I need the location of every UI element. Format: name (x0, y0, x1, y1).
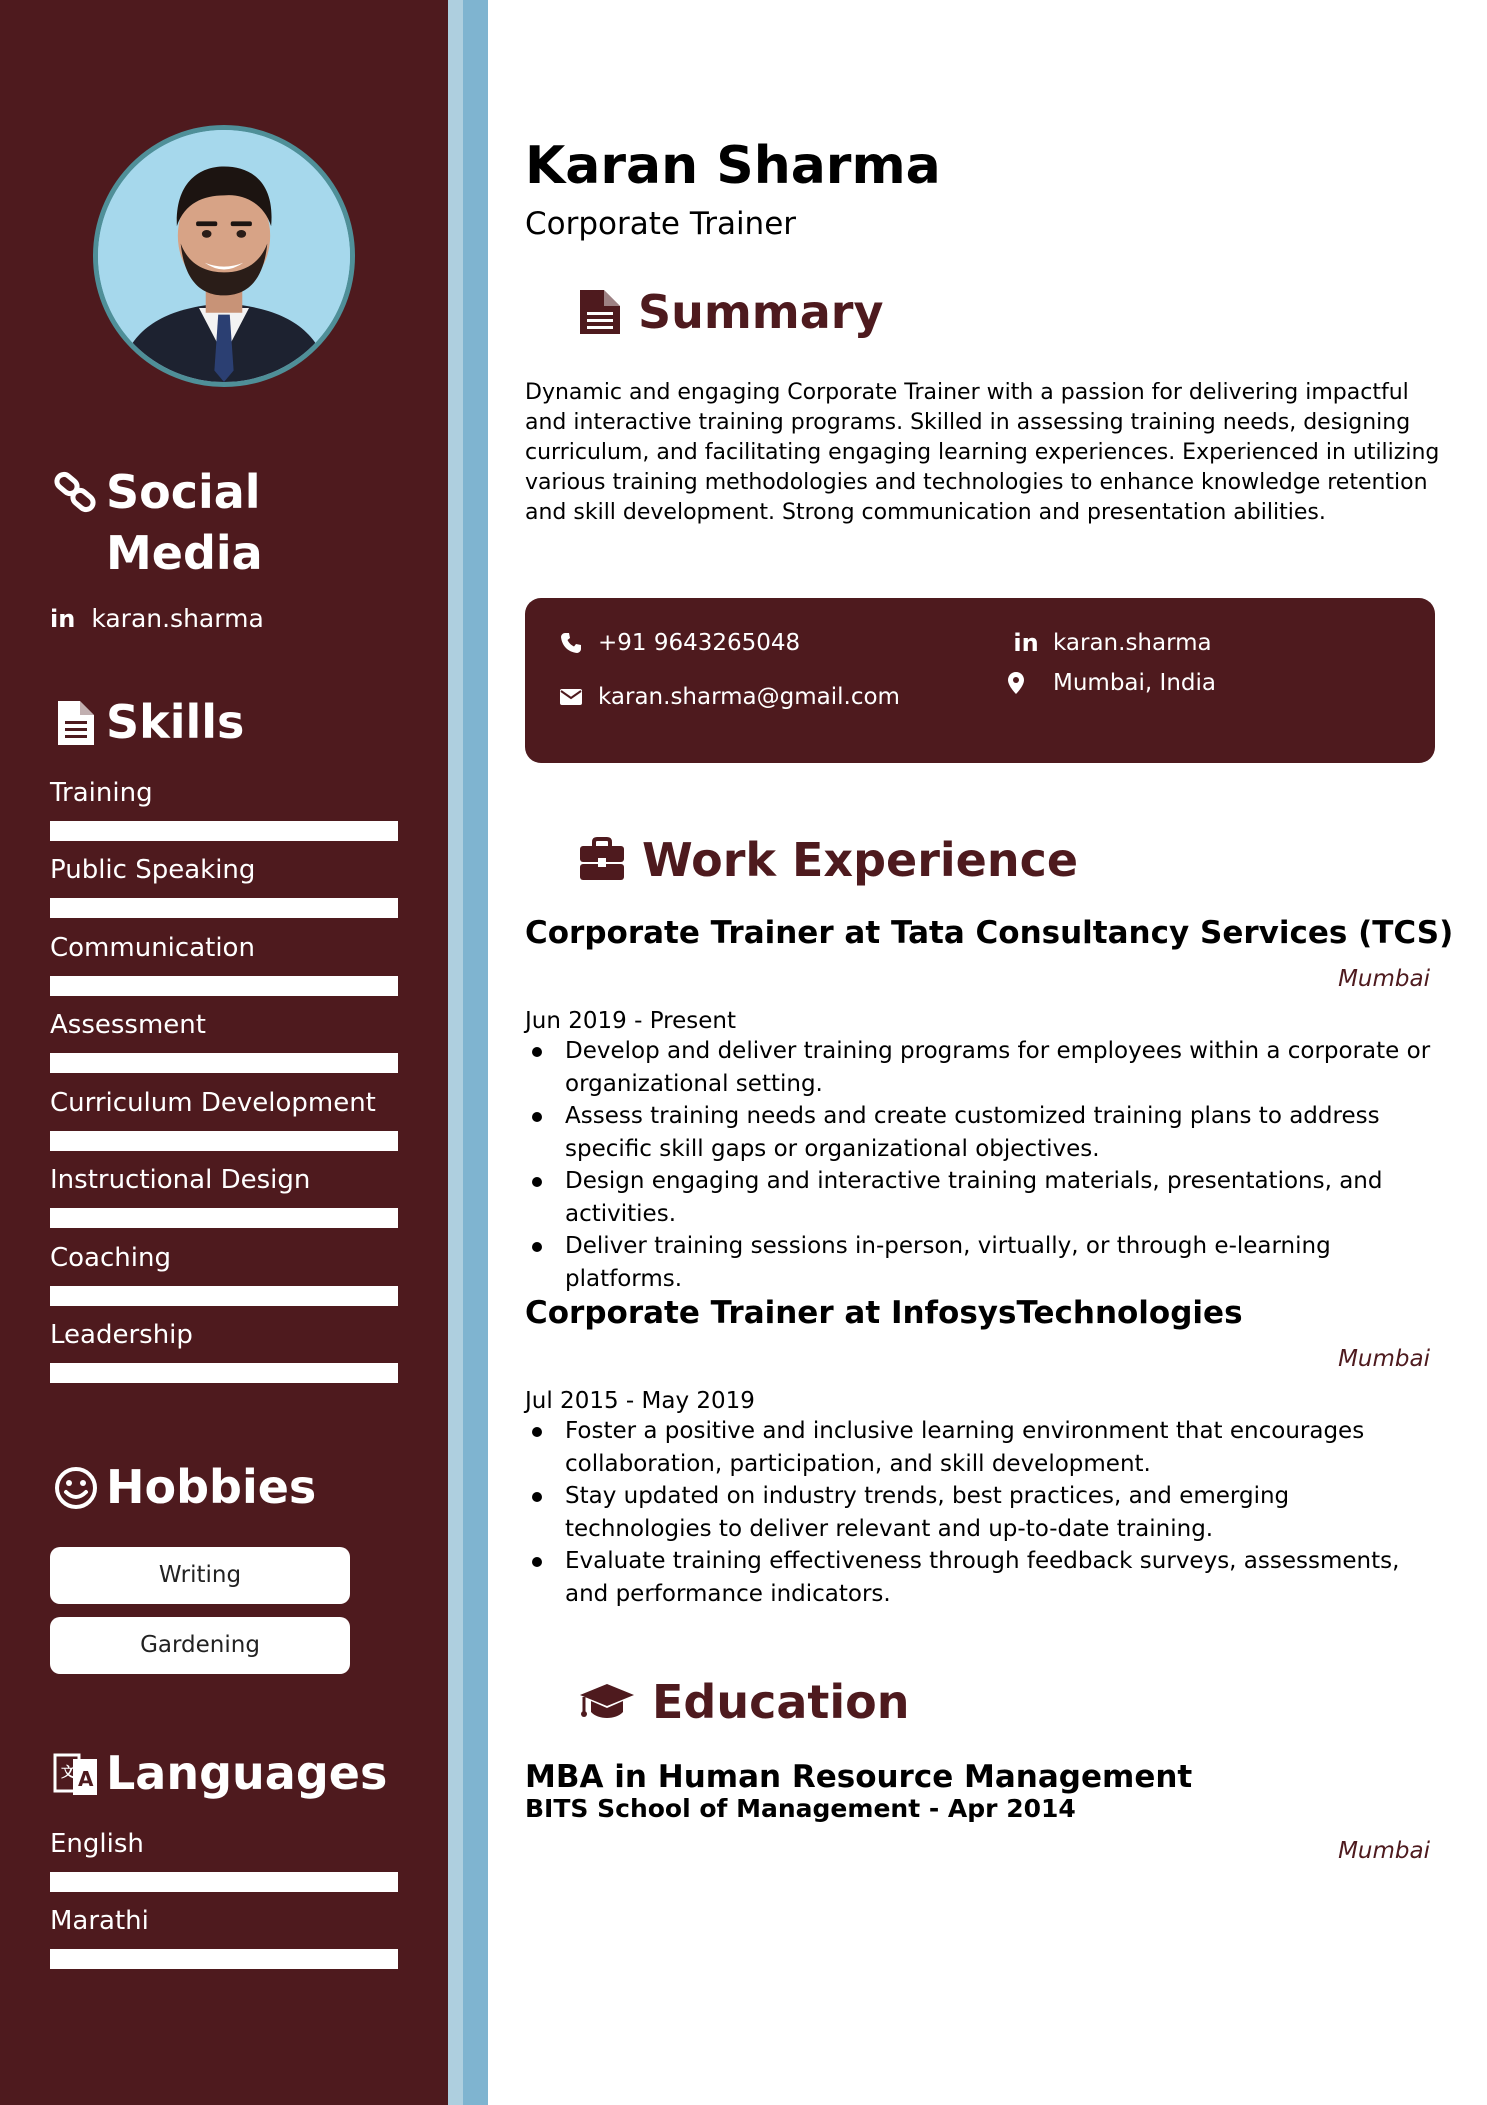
skill-bar (50, 1131, 398, 1151)
smiley-icon (52, 1464, 100, 1512)
work-experience-heading-text: Work Experience (642, 833, 1079, 887)
job-title: Corporate Trainer at InfosysTechnologies (525, 1295, 1243, 1331)
skill-item (50, 1164, 398, 1228)
summary-heading-text: Summary (638, 285, 884, 339)
contact-linkedin[interactable] (1013, 630, 1212, 656)
skills-heading (52, 692, 244, 753)
skill-label: Leadership (50, 1320, 193, 1350)
skill-label: Coaching (50, 1243, 171, 1273)
document-icon (578, 288, 622, 336)
social-linkedin[interactable] (50, 604, 264, 633)
briefcase-icon (578, 836, 626, 884)
candidate-name: Karan Sharma (525, 136, 941, 196)
envelope-icon (558, 684, 584, 710)
job-bullet: Deliver training sessions in-person, virtually, or through e-learning platforms. (525, 1230, 1440, 1295)
skill-item (50, 1242, 398, 1306)
hobbies-heading-text: Hobbies (106, 1460, 317, 1514)
profile-photo (98, 130, 350, 382)
contact-phone[interactable] (558, 630, 800, 656)
svg-text:文: 文 (61, 1765, 75, 1781)
linkedin-icon: in (50, 604, 76, 633)
education-heading (578, 1672, 910, 1732)
job-bullet: Design engaging and interactive training materials, presentations, and activities. (525, 1165, 1440, 1230)
job-bullet: Develop and deliver training programs for employees within a corporate or organizational setting. (525, 1035, 1440, 1100)
location-text: Mumbai, India (1053, 670, 1216, 696)
skill-item (50, 1319, 398, 1383)
social-handle: karan.sharma (91, 604, 264, 633)
education-school: BITS School of Management - Apr 2014 (525, 1794, 1076, 1823)
linkedin-text: karan.sharma (1053, 630, 1212, 656)
skill-bar (50, 821, 398, 841)
link-icon (52, 469, 100, 517)
email-text: karan.sharma@gmail.com (598, 684, 900, 710)
skill-bar (50, 1363, 398, 1383)
document-icon (52, 699, 100, 747)
social-media-heading (52, 462, 263, 584)
education-heading-text: Education (652, 1675, 910, 1729)
divider-stripe-light (448, 0, 463, 2105)
candidate-title: Corporate Trainer (525, 206, 797, 242)
translate-icon (52, 1750, 100, 1798)
job-bullet: Foster a positive and inclusive learning environment that encourages collaboration, participation, and skill development. (525, 1415, 1440, 1480)
contact-location (1003, 670, 1216, 696)
skill-bar (50, 1208, 398, 1228)
skill-item (50, 932, 398, 996)
education-location: Mumbai (1338, 1838, 1430, 1864)
skill-item (50, 777, 398, 841)
job-dates: Jul 2015 - May 2019 (525, 1388, 755, 1414)
skills-heading-text: Skills (106, 695, 245, 749)
social-heading-line1: Social (106, 465, 261, 519)
job-location: Mumbai (1338, 966, 1430, 992)
job-bullet: Evaluate training effectiveness through feedback surveys, assessments, and performance indicators. (525, 1545, 1440, 1610)
job-title: Corporate Trainer at Tata Consultancy Services (TCS) (525, 915, 1454, 951)
summary-heading (578, 282, 883, 342)
skill-bar (50, 1286, 398, 1306)
language-label: English (50, 1829, 144, 1859)
summary-text: Dynamic and engaging Corporate Trainer with a passion for delivering impactful and interactive training programs. Skilled in assessing training needs, designing curriculum, and facilitating engaging learning experiences. Experienced in utilizing various training methodologies and technologies to enhance knowledge retention and skill development. Strong communication and presentation abilities. (525, 380, 1440, 525)
map-pin-icon (1003, 670, 1029, 696)
skill-item (50, 1087, 398, 1151)
hobbies-heading (52, 1457, 316, 1518)
skill-bar (50, 976, 398, 996)
job-bullet: Stay updated on industry trends, best practices, and emerging technologies to deliver relevant and up-to-date training. (525, 1480, 1440, 1545)
job-location: Mumbai (1338, 1346, 1430, 1372)
language-item (50, 1828, 398, 1892)
contact-email[interactable] (558, 684, 900, 710)
skill-bar (50, 1053, 398, 1073)
skill-label: Training (50, 778, 153, 808)
skill-item (50, 1009, 398, 1073)
skill-bar (50, 898, 398, 918)
avatar (93, 125, 355, 387)
skill-label: Public Speaking (50, 855, 256, 885)
divider-stripe-blue (463, 0, 488, 2105)
language-bar (50, 1872, 398, 1892)
work-experience-heading (578, 830, 1078, 890)
hobby-chip: Gardening (50, 1617, 350, 1674)
language-bar (50, 1949, 398, 1969)
job-dates: Jun 2019 - Present (525, 1008, 736, 1034)
phone-text: +91 9643265048 (598, 630, 801, 656)
skill-label: Assessment (50, 1010, 206, 1040)
language-label: Marathi (50, 1906, 149, 1936)
language-item (50, 1905, 398, 1969)
svg-text:A: A (78, 1767, 94, 1791)
phone-icon (558, 630, 584, 656)
skill-label: Instructional Design (50, 1165, 311, 1195)
hobby-chip: Writing (50, 1547, 350, 1604)
languages-heading (52, 1743, 387, 1804)
job-bullets (525, 1035, 1440, 1295)
graduation-cap-icon (578, 1680, 636, 1724)
contact-box (525, 598, 1435, 763)
education-degree: MBA in Human Resource Management (525, 1759, 1193, 1795)
languages-heading-text: Languages (106, 1746, 388, 1800)
sidebar (0, 0, 448, 2105)
job-bullets (525, 1415, 1440, 1610)
linkedin-icon: in (1013, 629, 1039, 657)
job-bullet: Assess training needs and create customized training plans to address specific skill gaps or organizational objectives. (525, 1100, 1440, 1165)
skill-label: Communication (50, 933, 255, 963)
skill-item (50, 854, 398, 918)
skill-label: Curriculum Development (50, 1088, 376, 1118)
social-heading-line2: Media (106, 526, 263, 580)
